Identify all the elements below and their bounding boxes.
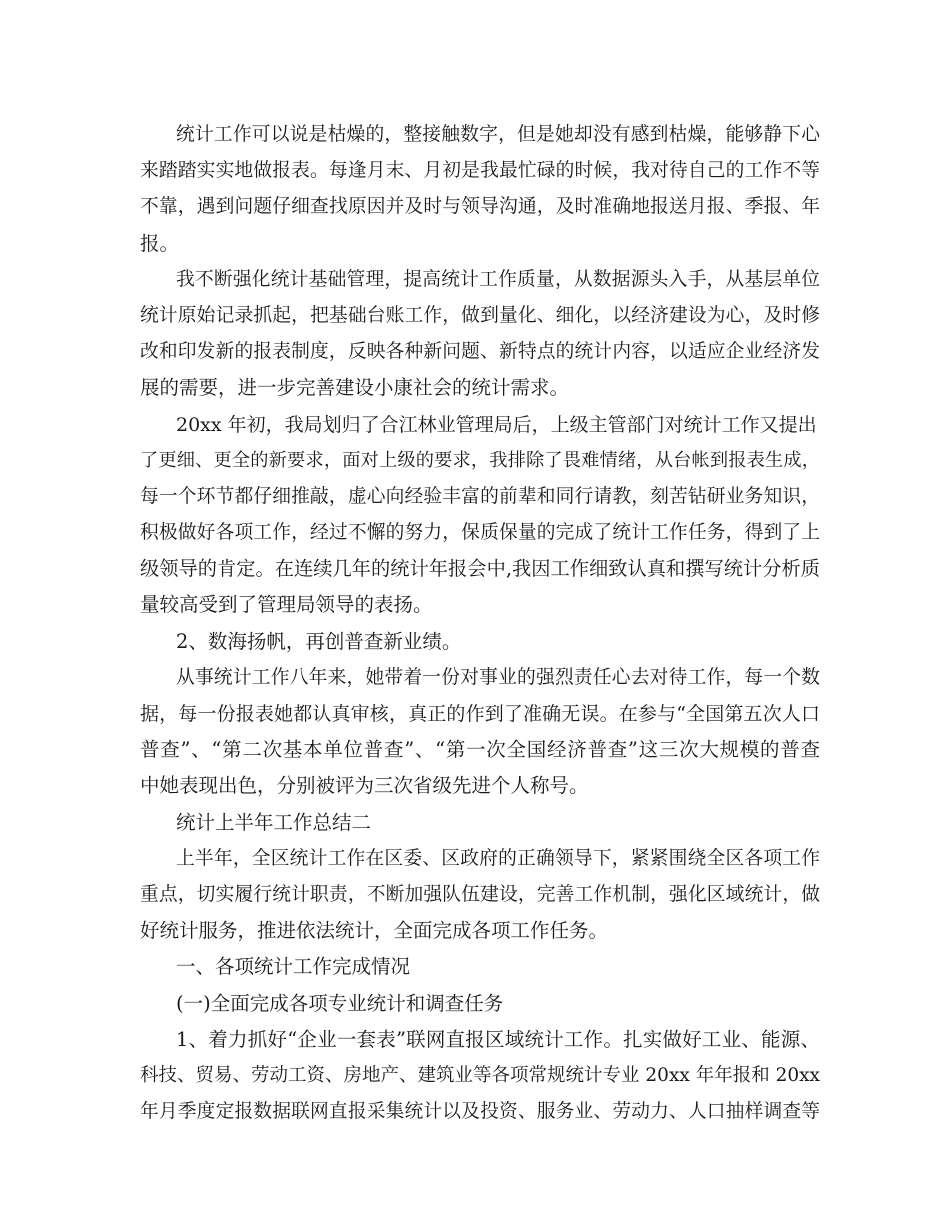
text-line: 统计原始记录抓起，把基础台账工作，做到量化、细化，以经济建设为心，及时修	[140, 304, 820, 326]
text-line: 20xx 年初，我局划归了合江林业管理局后，上级主管部门对统计工作又提出	[176, 413, 817, 436]
text-line: 1、着力抓好“企业一套表”联网直报区域统计工作。扎实做好工业、能源、	[176, 1027, 820, 1051]
text-line: 级领导的肯定。在连续几年的统计年报会中,我因工作细致认真和撰写统计分析质	[140, 557, 820, 581]
text-line: 了更细、更全的新要求，面对上级的要求，我排除了畏难情绪，从台帐到报表生成，	[140, 449, 820, 471]
document-body	[140, 117, 820, 1130]
text-line: 从事统计工作八年来，她带着一份对事业的强烈责任心去对待工作，每一个数	[176, 666, 820, 688]
text-line: 2、数海扬帆，再创普查新业绩。	[176, 629, 462, 653]
text-line: 统计工作可以说是枯燥的，整接触数字，但是她却没有感到枯燥，能够静下心	[176, 124, 820, 145]
text-line: 科技、贸易、劳动工资、房地产、建筑业等各项常规统计专业 20xx 年年报和 20xx	[140, 1064, 820, 1086]
text-line: 好统计服务，推进依法统计，全面完成各项工作任务。	[140, 919, 609, 943]
text-line: 积极做好各项工作，经过不懈的努力，保质保量的完成了统计工作任务，得到了上	[140, 522, 820, 544]
text-line: 来踏踏实实地做报表。每逢月末、月初是我最忙碌的时候，我对待自己的工作不等	[140, 160, 820, 182]
text-line: 报。	[140, 231, 180, 255]
text-line: 重点，切实履行统计职责，不断加强队伍建设，完善工作机制，强化区域统计，做	[140, 883, 820, 905]
text-line: 一、各项统计工作完成情况	[176, 955, 411, 979]
text-line: 我不断强化统计基础管理，提高统计工作质量，从数据源头入手，从基层单位	[176, 268, 820, 290]
text-line: 统计上半年工作总结二	[176, 810, 372, 834]
text-line: 量较高受到了管理局领导的表扬。	[140, 593, 433, 617]
text-line: 普查”、“第二次基本单位普查”、“第一次全国经济普查”这三次大规模的普查	[140, 738, 820, 762]
text-line: (一)全面完成各项专业统计和调查任务	[176, 991, 504, 1015]
text-line: 改和印发新的报表制度，反映各种新问题、新特点的统计内容，以适应企业经济发	[140, 341, 820, 363]
text-line: 展的需要，进一步完善建设小康社会的统计需求。	[140, 376, 570, 400]
text-line: 年月季度定报数据联网直报采集统计以及投资、服务业、劳动力、人口抽样调查等	[140, 1101, 820, 1123]
text-line: 上半年，全区统计工作在区委、区政府的正确领导下，紧紧围绕全区各项工作	[176, 847, 820, 869]
text-line: 据，每一份报表她都认真审核，真正的作到了准确无误。在参与“全国第五次人口	[140, 703, 820, 725]
text-line: 中她表现出色，分别被评为三次省级先进个人称号。	[140, 774, 589, 798]
text-line: 每一个环节都仔细推敲，虚心向经验丰富的前辈和同行请教，刻苦钻研业务知识，	[140, 485, 820, 507]
text-line: 不靠，遇到问题仔细查找原因并及时与领导沟通，及时准确地报送月报、季报、年	[140, 196, 820, 218]
